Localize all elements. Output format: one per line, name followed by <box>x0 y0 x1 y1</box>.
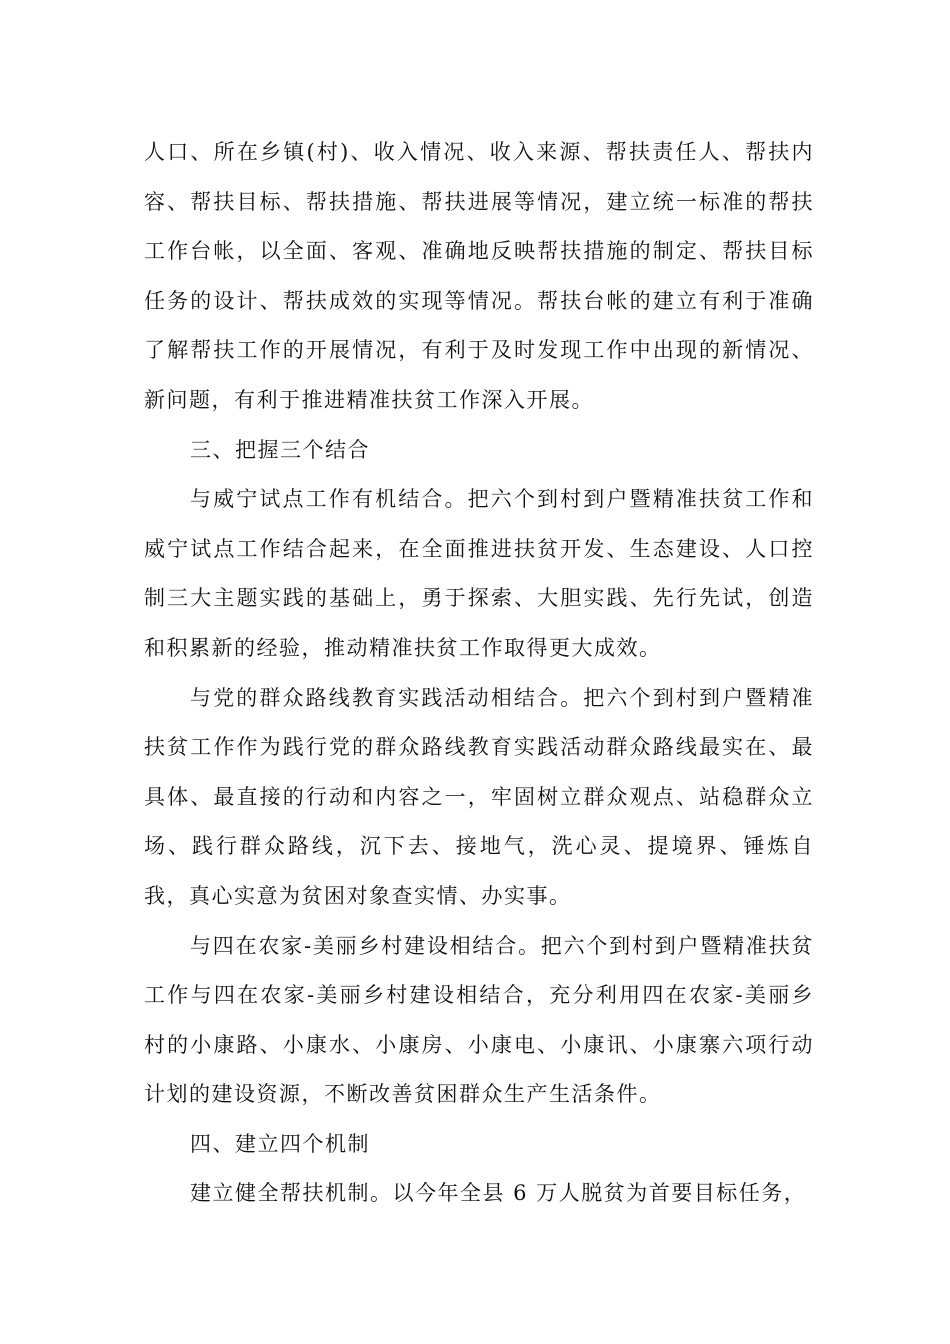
document-body <box>144 128 814 1219</box>
text-line: 村的小康路、小康水、小康房、小康电、小康讯、小康寨六项行动 <box>144 1032 814 1057</box>
text-line: 工作台帐，以全面、客观、准确地反映帮扶措施的制定、帮扶目标 <box>144 239 814 264</box>
paragraph <box>144 128 814 426</box>
paragraph <box>144 1169 814 1219</box>
text-line: 人口、所在乡镇(村)、收入情况、收入来源、帮扶责任人、帮扶内 <box>144 140 814 164</box>
text-line: 任务的设计、帮扶成效的实现等情况。帮扶台帐的建立有利于准确 <box>144 288 814 313</box>
text-line: 计划的建设资源，不断改善贫困群众生产生活条件。 <box>144 1082 662 1107</box>
text-line: 三、把握三个结合 <box>190 437 370 462</box>
text-line: 与党的群众路线教育实践活动相结合。把六个到村到户暨精准 <box>190 685 814 710</box>
text-line: 扶贫工作作为践行党的群众路线教育实践活动群众路线最实在、最 <box>144 735 814 760</box>
section-heading <box>144 426 814 476</box>
text-line: 场、践行群众路线，沉下去、接地气，洗心灵、提境界、锤炼自 <box>144 834 814 859</box>
section-heading <box>144 1120 814 1170</box>
text-line: 威宁试点工作结合起来，在全面推进扶贫开发、生态建设、人口控 <box>144 536 814 561</box>
text-line: 建立健全帮扶机制。以今年全县 6 万人脱贫为首要目标任务， <box>190 1181 807 1206</box>
text-line: 容、帮扶目标、帮扶措施、帮扶进展等情况，建立统一标准的帮扶 <box>144 189 814 214</box>
text-line: 具体、最直接的行动和内容之一，牢固树立群众观点、站稳群众立 <box>144 784 814 809</box>
text-line: 四、建立四个机制 <box>190 1131 370 1156</box>
text-line: 制三大主题实践的基础上，勇于探索、大胆实践、先行先试，创造 <box>144 586 814 611</box>
text-line: 了解帮扶工作的开展情况，有利于及时发现工作中出现的新情况、 <box>144 338 814 363</box>
paragraph <box>144 674 814 922</box>
paragraph <box>144 922 814 1120</box>
text-line: 与威宁试点工作有机结合。把六个到村到户暨精准扶贫工作和 <box>190 487 814 512</box>
text-line: 和积累新的经验，推动精准扶贫工作取得更大成效。 <box>144 635 662 660</box>
text-line: 新问题，有利于推进精准扶贫工作深入开展。 <box>144 387 594 412</box>
text-line: 与四在农家-美丽乡村建设相结合。把六个到村到户暨精准扶贫 <box>190 933 814 958</box>
paragraph <box>144 475 814 673</box>
text-line: 我，真心实意为贫困对象查实情、办实事。 <box>144 883 572 908</box>
text-line: 工作与四在农家-美丽乡村建设相结合，充分利用四在农家-美丽乡 <box>144 983 814 1008</box>
